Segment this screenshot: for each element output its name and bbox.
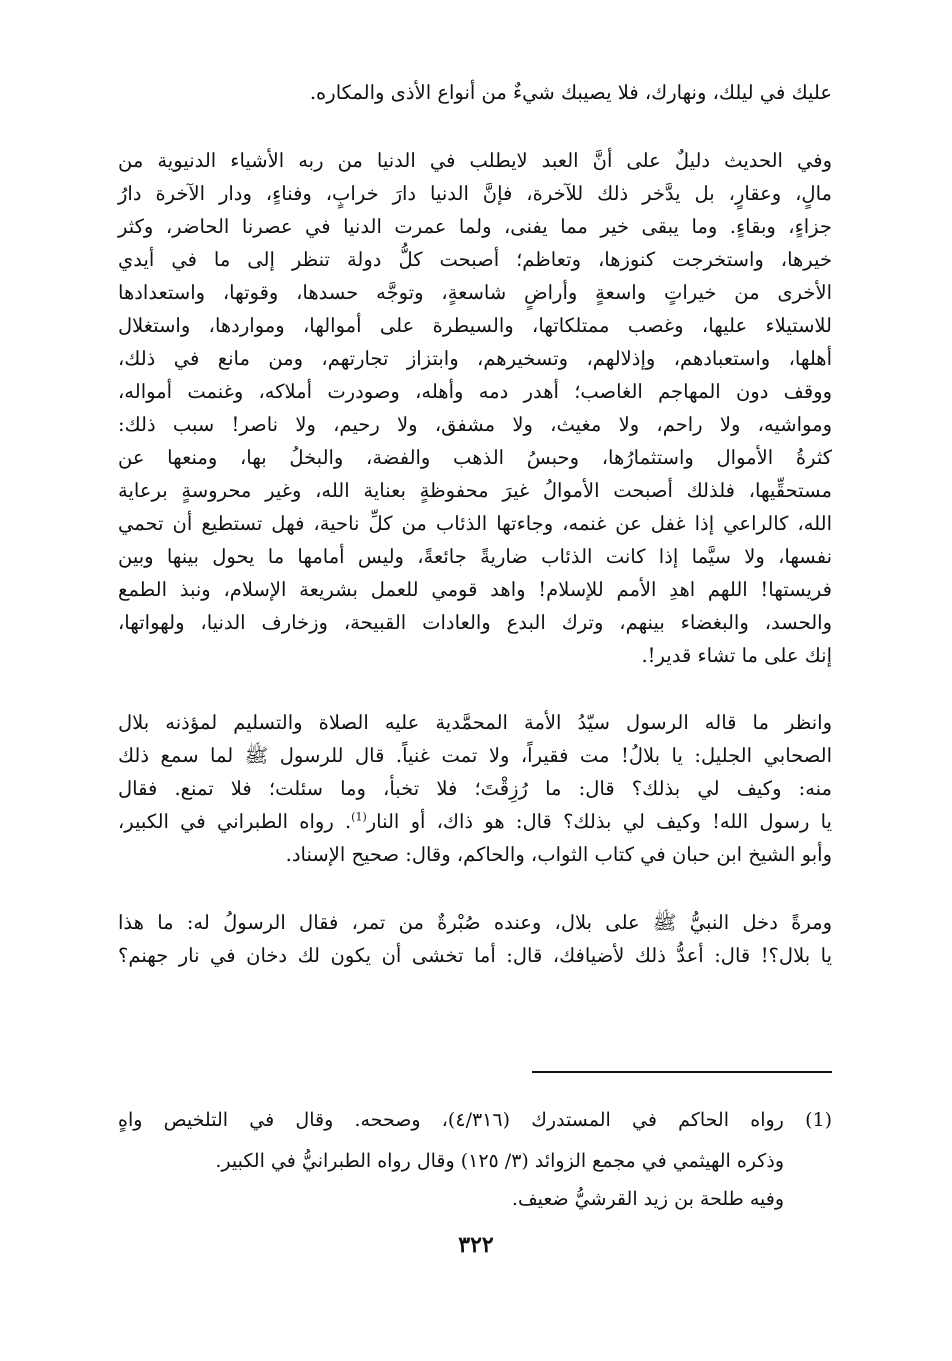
text-line: عليك في ليلك، ونهارك، فلا يصيبك شيءٌ من أنواع الأذى والمكاره.: [309, 81, 832, 104]
text-line: وانظر ما قاله الرسول سيّدُ الأمة المحمَّدية عليه الصلاة والتسليم لمؤذنه بلال: [118, 711, 832, 734]
text-segment: يا رسول الله! وكيف لي بذلك؟ قال: هو ذاك، أو النار: [366, 810, 832, 833]
text-line: يا بلال؟! قال: أعدُّ ذلك لأضيافك، قال: أما تخشى أن يكون لك دخان في نار جهنم؟: [118, 944, 832, 967]
text-line: أهلها، واستعبادهم، وإذلالهم، وتسخيرهم، وابتزاز تجارتهم، ومن مانع في ذلك،: [118, 347, 832, 370]
footnote-line: [118, 1104, 832, 1136]
text-line: ومواشيه، ولا راحم، ولا مغيث، ولا مشفق، ولا رحيم، ولا ناصر! سبب ذلك:: [118, 413, 832, 436]
text-line: ومرةً دخل النبيُّ ﷺ على بلال، وعنده صُبْرةٌ من تمر، فقال الرسولُ له: ما هذا: [118, 911, 832, 934]
text-line: للاستيلاء عليها، وغصب ممتلكاتها، والسيطرة على أموالها، ومواردها، واستغلال: [118, 314, 832, 337]
footnote-text: رواه الحاكم في المستدرك (٤/٣١٦)، وصححه. وقال في التلخيص واهٍ: [118, 1109, 784, 1131]
footnote-reference: (1): [351, 810, 367, 824]
footnote-separator: [532, 1071, 832, 1073]
text-line: وأبو الشيخ ابن حبان في كتاب الثواب، والحاكم، وقال: صحيح الإسناد.: [285, 843, 832, 866]
text-line: منه: وكيف لي بذلك؟ قال: ما رُزِقْتَ؛ فلا تخبأ، وما سئلت؛ فلا تمنع. فقال: [118, 777, 832, 800]
text-line: والحسد، والبغضاء بينهم، وترك البدع والعادات القبيحة، وزخارف الدنيا، ولهواتها،: [118, 611, 832, 634]
footnote-line: وذكره الهيثمي في مجمع الزوائد (٣/ ١٢٥) وقال رواه الطبرانيُّ في الكبير.: [215, 1150, 784, 1172]
text-line: الصحابي الجليل: يا بلالُ! مت فقيراً، ولا تمت غنياً. قال للرسول ﷺ لما سمع ذلك: [118, 744, 832, 767]
text-line: [118, 805, 832, 839]
text-line: الأخرى من خيراتٍ واسعةٍ وأراضٍ شاسعةٍ، وتوجَّه حسدها، وقوتها، واستعدادها: [118, 281, 832, 304]
text-line: إنك على ما تشاء قدير!.: [641, 644, 832, 667]
text-line: مالٍ، وعقارٍ، بل يدَّخر ذلك للآخرة، فإنَّ الدنيا دارَ خرابٍ، وفناءٍ، ودار الآخرة دارُ: [118, 182, 832, 205]
text-line: نفسها، ولا سيَّما إذا كانت الذئاب ضاريةً جائعةً، وليس أمامها ما يحول بينها وبين: [118, 545, 832, 568]
text-line: وفي الحديث دليلٌ على أنَّ العبد لايطلب في الدنيا من ربه الأشياء الدنيوية من: [118, 149, 832, 172]
text-line: ووقف دون المهاجم الغاصب؛ أهدر دمه وأهله، وصودرت أملاكه، وغنمت أمواله،: [118, 380, 832, 403]
text-line: فريستها! اللهم اهدِ الأمم للإسلام! واهد قومي للعمل بشريعة الإسلام، ونبذ الطمع: [118, 578, 832, 601]
text-segment: . رواه الطبراني في الكبير،: [118, 810, 352, 833]
page-number: ٣٢٢: [458, 1232, 494, 1258]
footnote-marker: (1): [805, 1109, 833, 1131]
footnote-line: وفيه طلحة بن زيد القرشيُّ ضعيف.: [511, 1188, 784, 1210]
text-line: الله، كالراعي إذا غفل عن غنمه، وجاءتها الذئاب من كلِّ ناحية، فهل تستطيع أن تحمي: [118, 512, 832, 535]
text-line: خيرها، واستخرجت كنوزها، وتعاظم؛ أصبحت كلُّ دولة تنظر إلى ما في أيدي: [118, 248, 832, 271]
text-line: كثرةُ الأموال واستثمارُها، وحبسُ الذهب والفضة، والبخلُ بها، ومنعها عن: [118, 446, 832, 469]
text-line: جزاءٍ، وبقاءٍ. وما يبقى خير مما يفنى، ولما عمرت الدنيا في عصرنا الحاضر، وكثر: [118, 215, 832, 238]
text-line: مستحقِّيها، فلذلك أصبحت الأموالُ غيرَ محفوظةٍ بعناية الله، وغير محروسةٍ برعاية: [118, 479, 832, 502]
